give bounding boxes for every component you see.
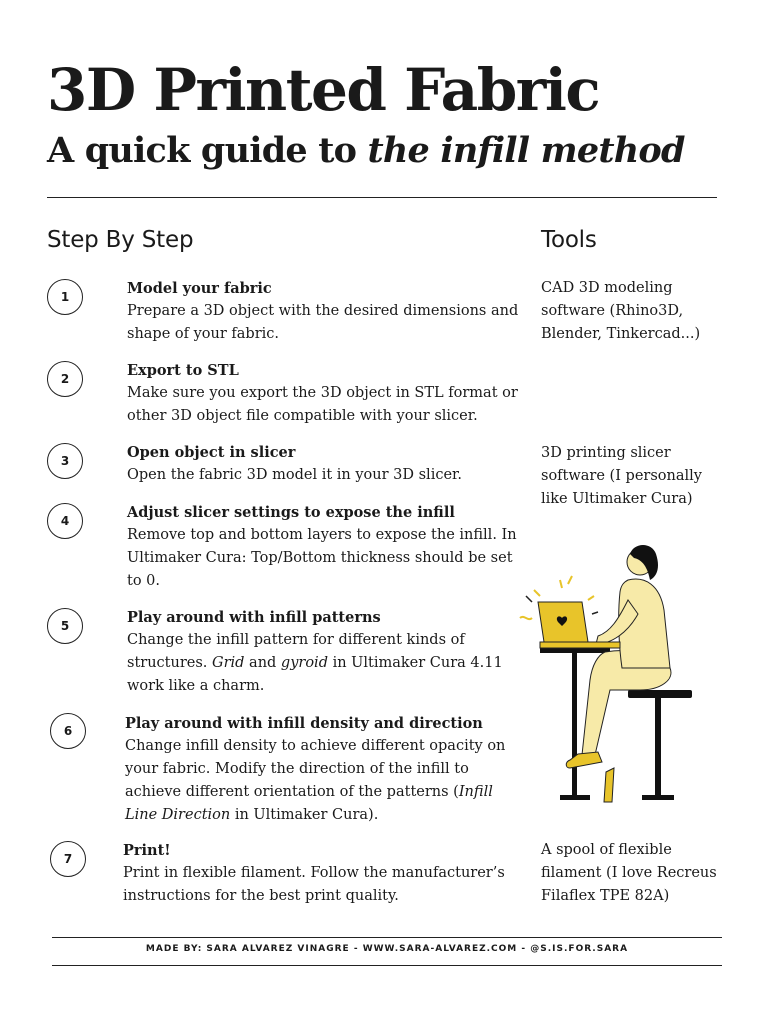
tool-item	[541, 442, 702, 511]
step-text-line: shape of your fabric.	[127, 326, 279, 342]
step-title: Model your fabric	[127, 280, 272, 297]
tool-text-line: software (Rhino3D,	[541, 303, 684, 319]
step-text-line: structures. Grid and gyroid in Ultimaker Cura 4.11	[127, 655, 503, 671]
tool-text-line: like Ultimaker Cura)	[541, 491, 693, 507]
step-text-line: Line Direction in Ultimaker Cura).	[125, 807, 379, 823]
step-number-badge: 3	[47, 443, 83, 479]
step-text-line: Remove top and bottom layers to expose the infill. In	[127, 527, 517, 543]
subtitle-plain: A quick guide to	[47, 130, 368, 171]
step-title: Print!	[123, 842, 171, 859]
step-text-line: achieve different orientation of the patterns (Infill	[125, 784, 493, 800]
step-number-badge: 2	[47, 361, 83, 397]
step-title: Play around with infill density and direction	[125, 715, 483, 732]
tool-text-line: Filaflex TPE 82A)	[541, 888, 670, 904]
step-text-line: Change infill density to achieve different opacity on	[125, 738, 506, 754]
page-title: 3D Printed Fabric	[47, 56, 600, 124]
step-description	[127, 524, 517, 593]
footer-bottom-rule	[52, 965, 722, 966]
tools-heading: Tools	[541, 227, 597, 253]
step-title: Play around with infill patterns	[127, 609, 381, 626]
step-text-line: work like a charm.	[127, 678, 265, 694]
tool-item	[541, 839, 717, 908]
step-text-line: Print in flexible filament. Follow the manufacturer’s	[123, 865, 505, 881]
step-number-badge: 4	[47, 503, 83, 539]
step-description	[125, 735, 505, 827]
tool-text-line: CAD 3D modeling	[541, 280, 673, 296]
step-number-badge: 1	[47, 279, 83, 315]
footer-top-rule	[52, 937, 722, 938]
steps-heading: Step By Step	[47, 227, 194, 253]
tool-text-line: Blender, Tinkercad...)	[541, 326, 701, 342]
tool-item	[541, 277, 700, 346]
step-text-line: Open the fabric 3D model it in your 3D slicer.	[127, 467, 462, 483]
tool-text-line: A spool of flexible	[541, 842, 672, 858]
step-title: Open object in slicer	[127, 444, 296, 461]
tool-text-line: 3D printing slicer	[541, 445, 671, 461]
step-text-line: Ultimaker Cura: Top/Bottom thickness should be set	[127, 550, 513, 566]
step-text-line: Make sure you export the 3D object in STL format or	[127, 385, 518, 401]
step-text-line: other 3D object file compatible with your slicer.	[127, 408, 478, 424]
tool-text-line: software (I personally	[541, 468, 702, 484]
footer-credit: MADE BY: SARA ALVAREZ VINAGRE - WWW.SARA-ALVAREZ.COM - @S.IS.FOR.SARA	[145, 944, 629, 954]
header-divider	[47, 197, 717, 198]
step-text-line: Prepare a 3D object with the desired dimensions and	[127, 303, 519, 319]
tool-text-line: filament (I love Recreus	[541, 865, 717, 881]
step-text-line: your fabric. Modify the direction of the infill to	[125, 761, 469, 777]
step-description	[127, 464, 507, 487]
step-number-badge: 6	[50, 713, 86, 749]
step-description	[123, 862, 503, 908]
subtitle-italic: the infill method	[367, 130, 685, 171]
step-description	[127, 300, 519, 346]
step-title: Export to STL	[127, 362, 239, 379]
step-title: Adjust slicer settings to expose the infill	[127, 504, 455, 521]
step-text-line: to 0.	[127, 573, 161, 589]
step-text-line: instructions for the best print quality.	[123, 888, 399, 904]
step-description	[127, 382, 518, 428]
step-description	[127, 629, 507, 698]
person-at-laptop-illustration	[510, 540, 700, 805]
step-number-badge: 5	[47, 608, 83, 644]
step-number-badge: 7	[50, 841, 86, 877]
step-text-line: Change the infill pattern for different kinds of	[127, 632, 465, 648]
page-subtitle	[47, 128, 685, 174]
